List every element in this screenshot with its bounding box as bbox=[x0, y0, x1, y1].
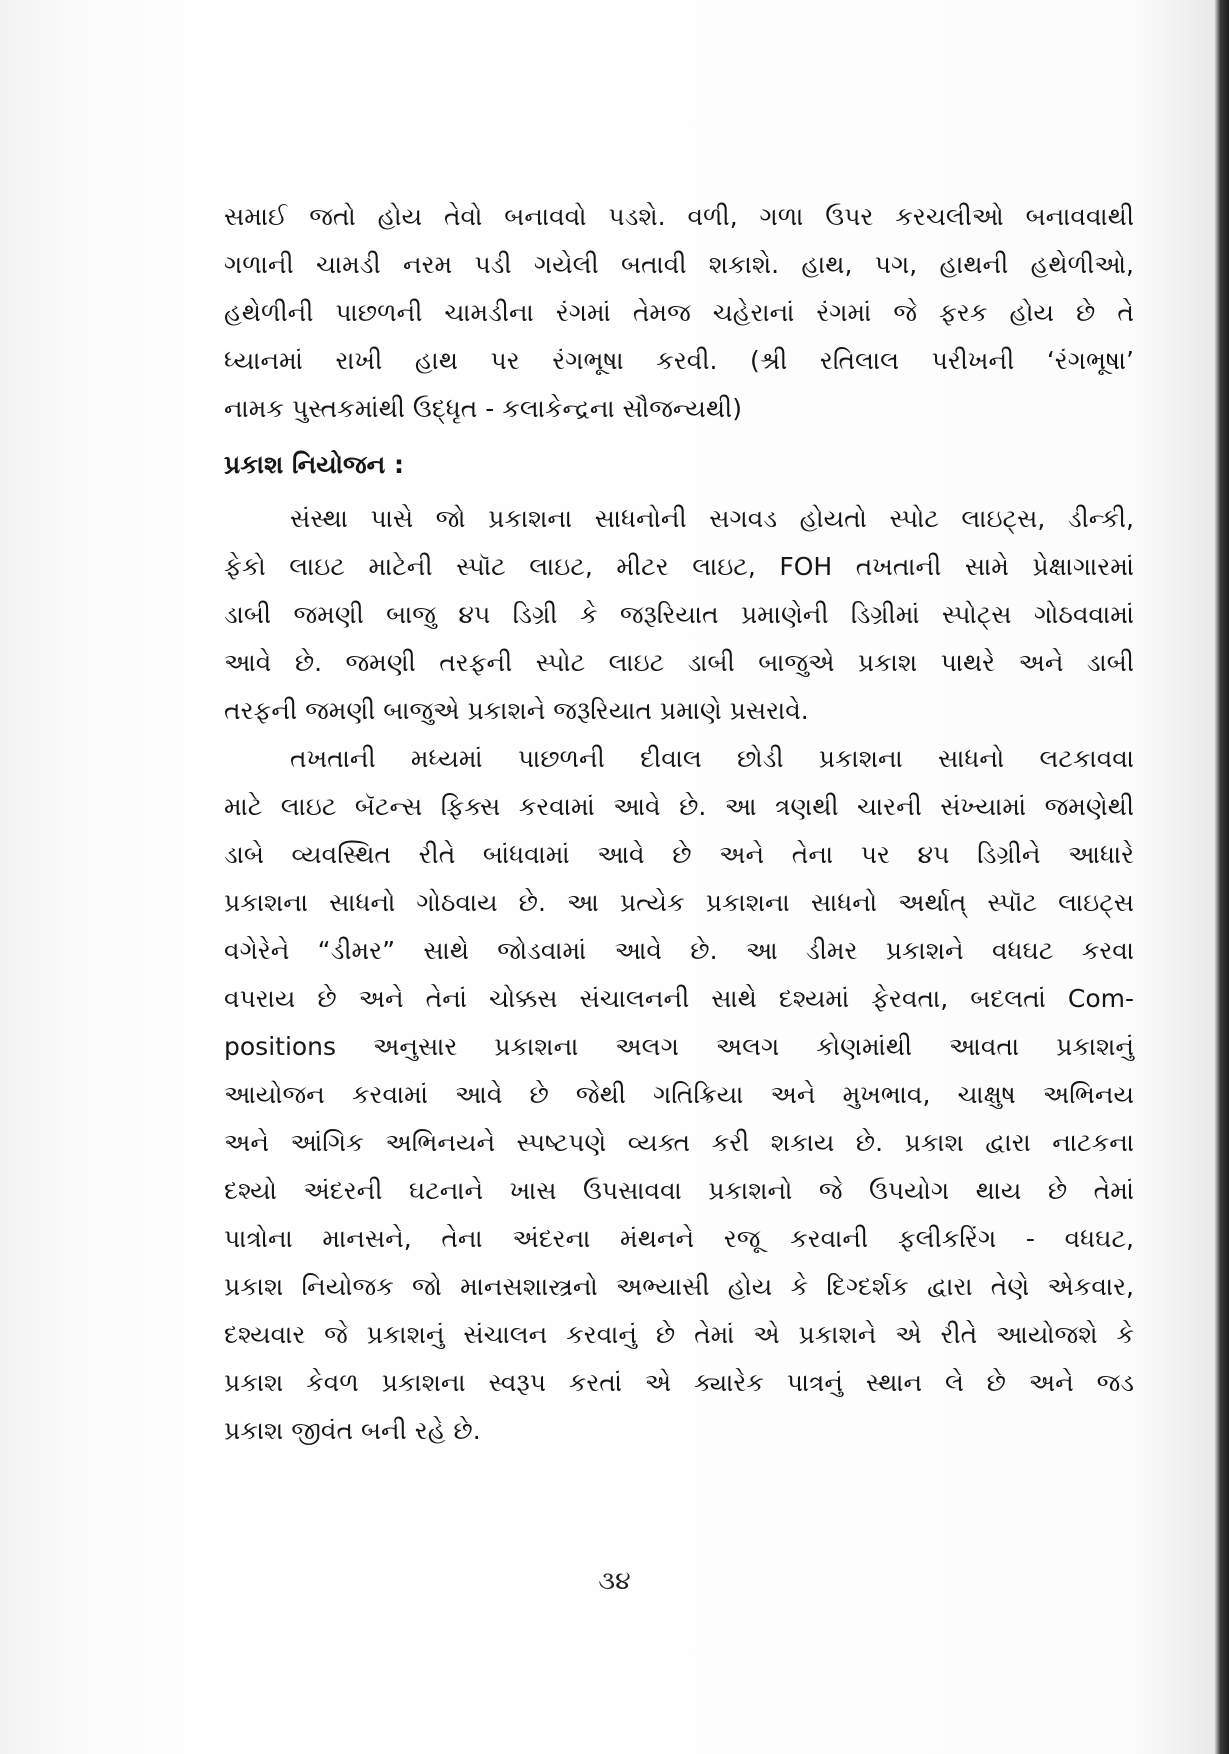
text-line: વગેરેને “ડીમર” સાથે જોડવામાં આવે છે. આ ડીમર પ્રકાશને વધઘટ કરવા bbox=[224, 936, 1134, 965]
text-line: તખતાની મધ્યમાં પાછળની દીવાલ છોડી પ્રકાશના સાધનો લટકાવવા bbox=[290, 744, 1134, 773]
section-heading: પ્રકાશ નિયોજન : bbox=[224, 450, 404, 479]
text-line: ફેકો લાઇટ માટેની સ્પૉટ લાઇટ, મીટર લાઇટ, FOH તખતાની સામે પ્રેક્ષાગારમાં bbox=[224, 552, 1134, 581]
text-line: માટે લાઇટ બૅટન્સ ફિક્સ કરવામાં આવે છે. આ ત્રણથી ચારની સંખ્યામાં જમણેથી bbox=[224, 792, 1134, 821]
text-line: વપરાય છે અને તેનાં ચોક્કસ સંચાલનની સાથે દશ્યમાં ફેરવતા, બદલતાં Com- bbox=[224, 984, 1134, 1013]
paragraph-light-battens bbox=[224, 735, 1134, 1455]
text-line: પ્રકાશના સાધનો ગોઠવાય છે. આ પ્રત્યેક પ્રકાશના સાધનો અર્થાત્ સ્પૉટ લાઇટ્સ bbox=[224, 888, 1134, 917]
text-line: ધ્યાનમાં રાખી હાથ પર રંગભૂષા કરવી. (શ્રી રતિલાલ પરીખની ‘રંગભૂષા’ bbox=[224, 346, 1134, 375]
text-line: નામક પુસ્તકમાંથી ઉદ્ધૃત - કલાકેન્દ્રના સૌજન્યથી) bbox=[224, 394, 742, 423]
text-line: આવે છે. જમણી તરફની સ્પોટ લાઇટ ડાબી બાજુએ પ્રકાશ પાથરે અને ડાબી bbox=[224, 648, 1134, 677]
text-line: ડાબી જમણી બાજુ ૪૫ ડિગ્રી કે જરૂરિયાત પ્રમાણેની ડિગ્રીમાં સ્પોટ્સ ગોઠવવામાં bbox=[224, 600, 1134, 629]
paragraph-makeup bbox=[224, 193, 1134, 433]
paragraph-lighting-equipment bbox=[224, 495, 1134, 735]
text-line: દશ્યો અંદરની ઘટનાને ખાસ ઉપસાવવા પ્રકાશનો જે ઉપયોગ થાય છે તેમાં bbox=[224, 1176, 1134, 1205]
body-text bbox=[224, 193, 1134, 1455]
text-line: સમાઈ જતો હોય તેવો બનાવવો પડશે. વળી, ગળા ઉપર કરચલીઓ બનાવવાથી bbox=[224, 202, 1134, 231]
text-line: અને આંગિક અભિનયને સ્પષ્ટપણે વ્યક્ત કરી શકાય છે. પ્રકાશ દ્વારા નાટકના bbox=[224, 1128, 1134, 1157]
text-line: દશ્યવાર જે પ્રકાશનું સંચાલન કરવાનું છે તેમાં એ પ્રકાશને એ રીતે આયોજશે કે bbox=[224, 1320, 1134, 1349]
text-line: પ્રકાશ નિયોજક જો માનસશાસ્ત્રનો અભ્યાસી હોય કે દિગ્દર્શક દ્વારા તેણે એકવાર, bbox=[224, 1272, 1134, 1301]
text-line: સંસ્થા પાસે જો પ્રકાશના સાધનોની સગવડ હોયતો સ્પોટ લાઇટ્સ, ડીન્કી, bbox=[290, 504, 1134, 533]
text-line: પાત્રોના માનસને, તેના અંદરના મંથનને રજૂ કરવાની ફલીકરિંગ - વધઘટ, bbox=[224, 1224, 1134, 1253]
text-line: પ્રકાશ જીવંત બની રહે છે. bbox=[224, 1416, 481, 1445]
text-line: ગળાની ચામડી નરમ પડી ગયેલી બતાવી શકાશે. હાથ, પગ, હાથની હથેળીઓ, bbox=[224, 250, 1134, 279]
text-line: positions અનુસાર પ્રકાશના અલગ અલગ કોણમાંથી આવતા પ્રકાશનું bbox=[224, 1032, 1134, 1061]
text-line: આયોજન કરવામાં આવે છે જેથી ગતિક્રિયા અને મુખભાવ, ચાક્ષુષ અભિનય bbox=[224, 1080, 1134, 1109]
text-line: પ્રકાશ કેવળ પ્રકાશના સ્વરૂપ કરતાં એ ક્યારેક પાત્રનું સ્થાન લે છે અને જડ bbox=[224, 1368, 1134, 1397]
text-line: તરફની જમણી બાજુએ પ્રકાશને જરૂરિયાત પ્રમાણે પ્રસરાવે. bbox=[224, 696, 809, 725]
text-line: હથેળીની પાછળની ચામડીના રંગમાં તેમજ ચહેરાનાં રંગમાં જે ફરક હોય છે તે bbox=[224, 298, 1134, 327]
page-number: ૩૪ bbox=[598, 1566, 631, 1595]
text-line: ડાબે વ્યવસ્થિત રીતે બાંધવામાં આવે છે અને તેના પર ૪૫ ડિગ્રીને આધારે bbox=[224, 840, 1134, 869]
